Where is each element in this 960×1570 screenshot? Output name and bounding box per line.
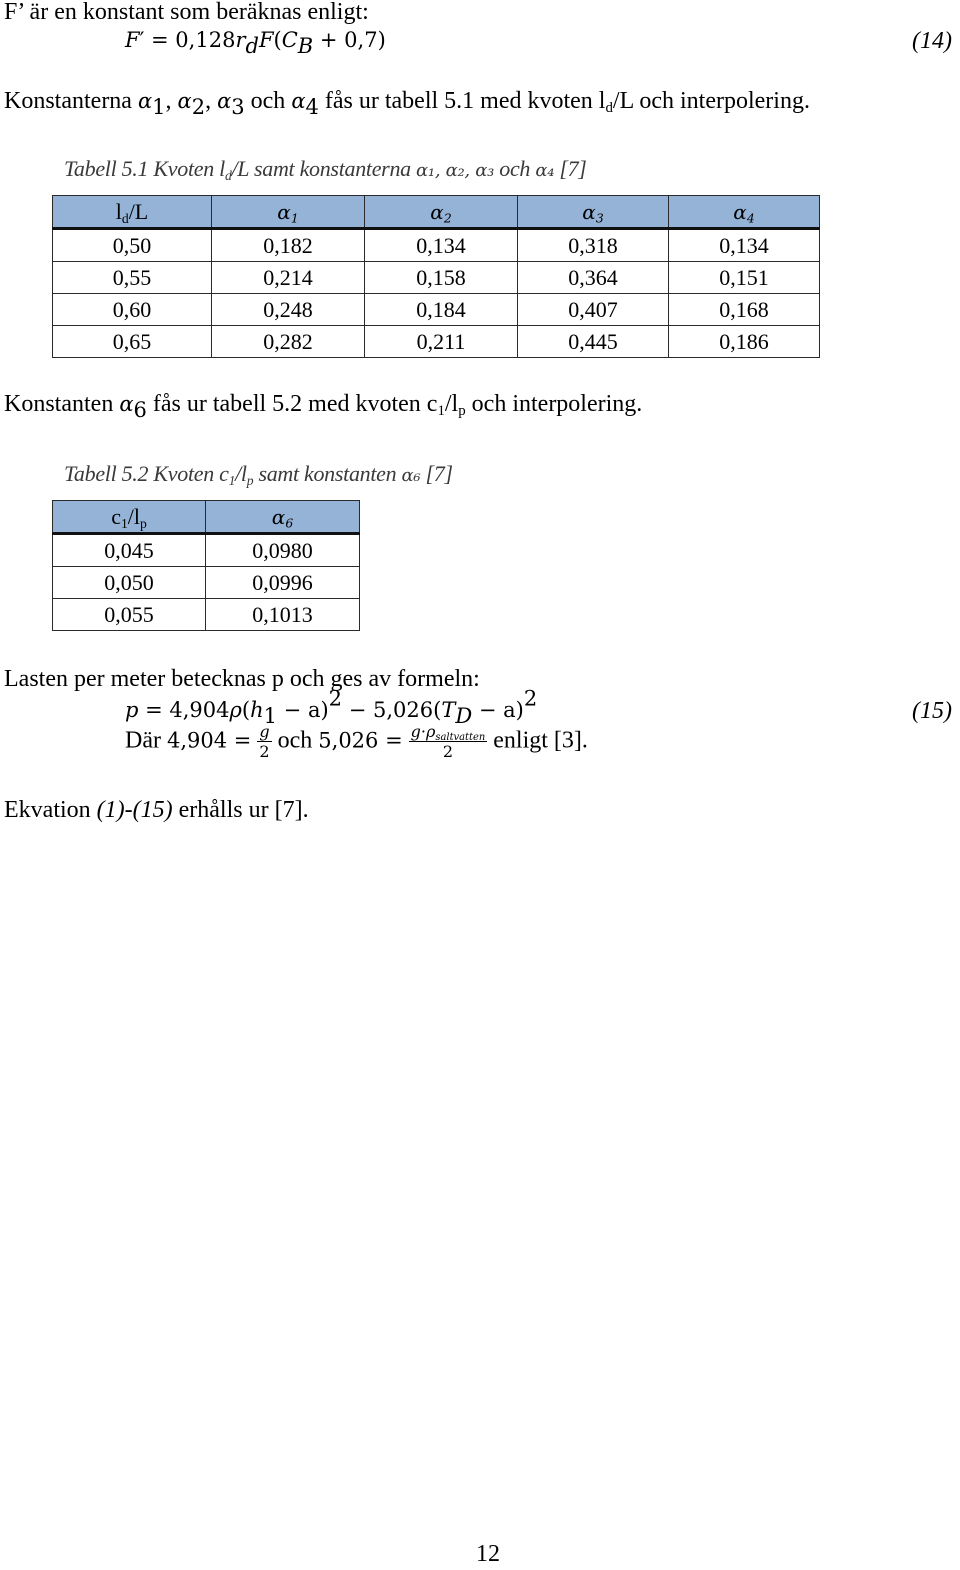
table-cell: 0,158 <box>365 262 518 294</box>
table2-header-alpha6: $\alpha_6$ <box>206 501 360 534</box>
table1-header-alpha3: $\alpha_3$ <box>518 196 669 229</box>
table-row <box>53 326 820 358</box>
table-cell: 0,168 <box>669 294 820 326</box>
table-cell: 0,364 <box>518 262 669 294</box>
table-row <box>53 534 360 567</box>
equation-where-line: Där 4,904 = $\frac{g}{2}$ och 5,026 = $\frac{g\cdot\rho_{saltvatten}}{2}$ enligt [3]. <box>125 722 588 761</box>
table1-caption: Tabell 5.1 Kvoten $l_d/L$ samt konstanterna α₁, α₂, α₃ och α₄ [7] <box>64 156 587 183</box>
paragraph-equation-source: Ekvation (1)-(15) erhålls ur [7]. <box>4 797 309 823</box>
table-cell: 0,055 <box>53 599 206 631</box>
table-cell: 0,134 <box>365 229 518 262</box>
table-cell: 0,184 <box>365 294 518 326</box>
paragraph-constant-a6: Konstanten $\alpha_6$ fås ur tabell 5.2 med kvoten $c_1/l_p$ och interpolering. <box>4 391 643 422</box>
table-cell: 0,0996 <box>206 567 360 599</box>
table-row <box>53 599 360 631</box>
table-cell: 0,282 <box>212 326 365 358</box>
table-cell: 0,50 <box>53 229 212 262</box>
table-cell: 0,186 <box>669 326 820 358</box>
table-cell: 0,1013 <box>206 599 360 631</box>
table-cell: 0,0980 <box>206 534 360 567</box>
paragraph-constants: Konstanterna $\alpha_1$, $\alpha_2$, $\alpha_3$ och $\alpha_4$ fås ur tabell 5.1 med kvoten $l_d/L$ och interpolering. <box>4 88 810 119</box>
fraction-g-over-2: $\frac{g}{2}$ <box>259 722 270 761</box>
table-cell: 0,55 <box>53 262 212 294</box>
equation-number-14: (14) <box>912 28 952 54</box>
table2-header-row <box>53 501 360 534</box>
table1-header-row <box>53 196 820 229</box>
table-cell: 0,134 <box>669 229 820 262</box>
table-cell: 0,445 <box>518 326 669 358</box>
table-cell: 0,151 <box>669 262 820 294</box>
table-cell: 0,65 <box>53 326 212 358</box>
paragraph-load: Lasten per meter betecknas p och ges av formeln: <box>4 666 480 692</box>
table2 <box>52 500 360 631</box>
table2-header-c1-lp: $c_1/l_p$ <box>53 501 206 534</box>
table-cell: 0,407 <box>518 294 669 326</box>
equation-14: $F' = 0,128r_dF(C_B + 0,7)$ <box>125 28 386 58</box>
table-cell: 0,045 <box>53 534 206 567</box>
equation-15: $p = 4,904\rho(h_1 - a)^2 - 5,026(T_D - a)^2$ <box>125 686 538 728</box>
table1-header-ld-L: $l_d/L$ <box>53 196 212 229</box>
table-row <box>53 294 820 326</box>
table2-caption: Tabell 5.2 Kvoten $c_1/l_p$ samt konstanten α₆ [7] <box>64 461 453 488</box>
table-cell: 0,211 <box>365 326 518 358</box>
table-row <box>53 567 360 599</box>
page-number: 12 <box>476 1541 500 1567</box>
equation-number-15: (15) <box>912 698 952 724</box>
table-cell: 0,182 <box>212 229 365 262</box>
table1 <box>52 195 820 358</box>
table-cell: 0,214 <box>212 262 365 294</box>
table1-header-alpha1: $\alpha_1$ <box>212 196 365 229</box>
table-row <box>53 229 820 262</box>
table1-header-alpha2: $\alpha_2$ <box>365 196 518 229</box>
table-cell: 0,318 <box>518 229 669 262</box>
table-row <box>53 262 820 294</box>
table1-header-alpha4: $\alpha_4$ <box>669 196 820 229</box>
table-cell: 0,050 <box>53 567 206 599</box>
fraction-g-rho-over-2: $\frac{g\cdot\rho_{saltvatten}}{2}$ <box>410 722 486 761</box>
table-cell: 0,248 <box>212 294 365 326</box>
table-cell: 0,60 <box>53 294 212 326</box>
intro-text: F’ är en konstant som beräknas enligt: <box>4 0 369 25</box>
